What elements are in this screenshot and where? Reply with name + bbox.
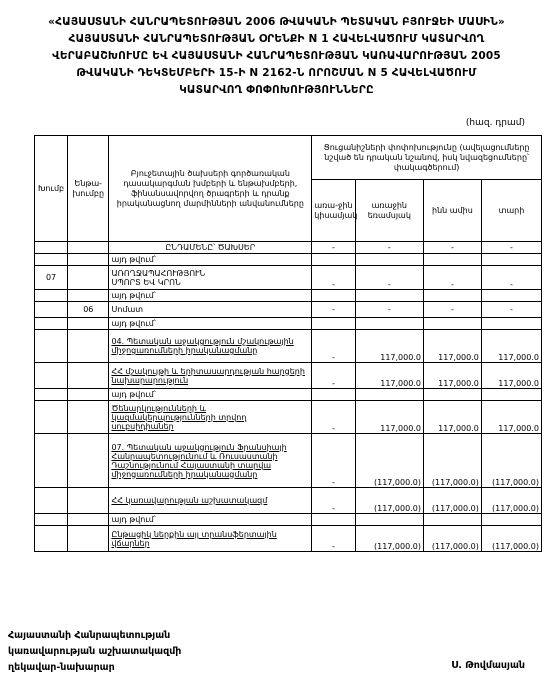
signature-title-line: Հայաստանի Հանրապետության [8,630,171,641]
title-line: ՎԵՐԱԲԱՇԽՈՒՄԸ ԵՎ ՀԱՅԱՍՏԱՆԻ ՀԱՆՐԱՊԵՏՈՒԹՅԱՆ ԿԱՌԱՎԱՐՈՒԹՅԱՆ 2005 [52,50,501,62]
table-row [35,242,542,254]
cell: - [312,266,355,290]
cell: 117,000.0 [355,401,423,434]
cell: 117,000.0 [481,363,541,389]
cell: - [312,363,355,389]
cell: - [312,242,355,254]
signature-title [8,628,181,676]
cell: (117,000.0) [423,434,481,488]
cell: - [355,266,423,290]
table-row [35,290,542,302]
row-sublabel: ՍՊՈՐՏ ԵՎ ԿՐՈՆ [111,277,181,287]
cell: 117,000.0 [481,401,541,434]
cell: - [312,488,355,514]
cell: - [423,266,481,290]
cell: - [481,242,541,254]
table-row [35,434,542,488]
cell: 07. Պետական աջակցություն Ֆրանսիայի Հանրապետությունում և Ռուսաստանի Դաշնությունում Հայաստանի տարվա միջոցառումների իրականացմանը [109,434,312,488]
cell: 117,000.0 [423,330,481,363]
cell: - [312,302,355,318]
cell: (117,000.0) [355,488,423,514]
cell: Ընթացիկ ներքին այլ տրանսֆերտային վճարներ [109,526,312,552]
cell: այդ թվում՝ [109,389,312,401]
cell: - [481,266,541,290]
cell: 117,000.0 [355,330,423,363]
cell: այդ թվում՝ [109,254,312,266]
cell: 117,000.0 [481,330,541,363]
title-line: «ՀԱՅԱՍՏԱՆԻ ՀԱՆՐԱՊԵՏՈՒԹՅԱՆ 2006 ԹՎԱԿԱՆԻ ՊԵՏԱԿԱՆ ԲՅՈՒՋԵԻ ՄԱՍԻՆ» [48,16,505,28]
cell: (117,000.0) [481,488,541,514]
table-row [35,266,542,290]
cell: Ծենարկությունների և կազմակերպությունների տրվող սուբսիդիաներ [109,401,312,434]
cell: (117,000.0) [481,434,541,488]
cell: - [423,302,481,318]
cell: 04. Պետական աջակցություն մշակութային միջոցառումների իրականացմանը [109,330,312,363]
cell: 117,000.0 [423,401,481,434]
group-code: 07 [35,266,68,290]
title-line: ԹՎԱԿԱՆԻ ԴԵԿՏԵՄԲԵՐԻ 15-Ի N 2162-Ն ՈՐՈՇՄԱՆ N 5 ՀԱՎԵԼՎԱԾՈՒՄ [76,67,477,79]
header-group: Խումբ [35,136,68,242]
title-line: ԿԱՏԱՐՎՈՂ ՓՈՓՈԽՈՒԹՅՈՒՆՆԵՐԸ [179,84,374,96]
row-label: ԱՌՈՂՋԱՊԱՀՈՒԹՅՈՒՆ [111,268,206,278]
cell: (117,000.0) [481,526,541,552]
total-label: ԸՆԴԱՄԵՆԸ՝ ԾԱԽՍԵՐ [109,242,312,254]
cell: ՀՀ մշակույթի և երիտասարդության հարցերի նախարարություն [109,363,312,389]
header-first-half: առա-ջին կիսամյակ [312,180,355,242]
table-row [35,389,542,401]
cell: (117,000.0) [423,488,481,514]
header-class: Ենթա-խումբը [68,136,109,242]
document-title [8,14,545,99]
table-row [35,526,542,552]
cell: այդ թվում՝ [109,514,312,526]
table-row [35,254,542,266]
class-code: 06 [68,302,109,318]
cell: - [312,434,355,488]
cell: - [481,302,541,318]
signature-title-line: ղեկավար-նախարար [8,662,115,673]
title-line: ՀԱՅԱՍՏԱՆԻ ՀԱՆՐԱՊԵՏՈՒԹՅԱՆ ՕՐԵՆՔԻ N 1 ՀԱՎԵԼՎԱԾՈՒՄ ԿԱՏԱՐՎՈՂ [68,33,485,45]
cell: - [312,526,355,552]
cell: այդ թվում՝ [109,318,312,330]
budget-table [34,135,542,552]
cell: Սոմատ [109,302,312,318]
cell: (117,000.0) [423,526,481,552]
cell: ՀՀ կառավարության աշխատակազմ [109,488,312,514]
header-nine-months: ինն ամիս [423,180,481,242]
cell: 117,000.0 [423,363,481,389]
cell: այդ թվում՝ [109,290,312,302]
cell [109,266,312,290]
header-description: Բյուջետային ծախսերի գործառական դասակարգման խմբերի և ենթախմբերի, ֆինանսավորվող ծրագրերի և դրանք իրականացնող մարմինների անվանումները [109,136,312,242]
unit-label: (հազ. դրամ) [465,118,525,128]
header-changes: Ցուցանիշների փոփոխությունը (ավելացումները նշված են դրական նշանով, իսկ նվազեցումները՝ փակագծերում) [312,136,542,180]
table-row [35,302,542,318]
table-row [35,401,542,434]
header-first-quarter: առաջին եռամսյակ [355,180,423,242]
signer-name: Ս. Թովմասյան [451,660,525,671]
cell: - [312,330,355,363]
signature-title-line: կառավարության աշխատակազմի [8,646,182,657]
cell: - [355,302,423,318]
cell: (117,000.0) [355,526,423,552]
table-row [35,363,542,389]
table-row [35,318,542,330]
cell: - [423,242,481,254]
table-row [35,488,542,514]
cell: - [355,242,423,254]
cell: 117,000.0 [355,363,423,389]
header-year: տարի [481,180,541,242]
cell: (117,000.0) [355,434,423,488]
table-row [35,514,542,526]
cell: - [312,401,355,434]
table-row [35,330,542,363]
